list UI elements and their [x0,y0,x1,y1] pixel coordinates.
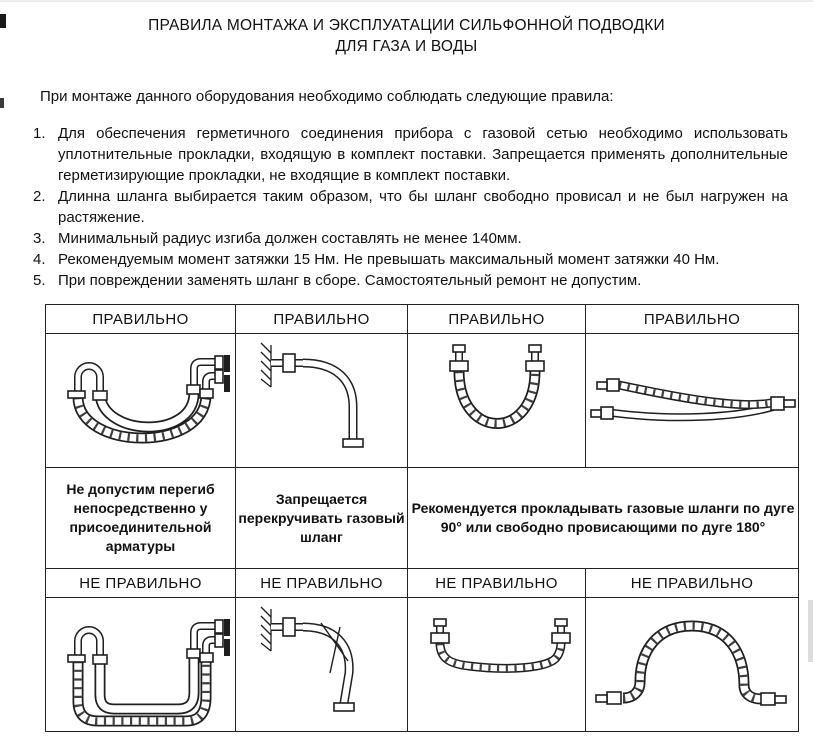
rule-number: 2. [33,188,46,205]
incorrect-header: НЕ ПРАВИЛЬНО [408,569,586,598]
scan-artifact [0,14,6,28]
hose-90-degree-bend-diagram [237,335,406,467]
rule-number: 3. [33,230,46,247]
incorrect-diagrams-row [46,598,799,732]
rule-text: Длинна шланга выбирается таким образом, что бы шланг свободно провисал и не был нагружен на растяжение. [58,188,788,226]
page-title [8,15,805,57]
hose-stretched-taut-diagram [409,599,584,731]
hose-arched-up-diagram [587,599,797,731]
rule-text: Рекомендуемым момент затяжки 15 Нм. Не превышать максимальный момент затяжки 40 Нм. [58,251,720,268]
note-twist: Запрещается перекручивать газовый шланг [236,468,408,569]
rule-item-1 [33,123,788,186]
correct-header: ПРАВИЛЬНО [408,305,586,334]
correct-header: ПРАВИЛЬНО [46,305,236,334]
rule-number: 5. [33,272,46,289]
rule-text: Минимальный радиус изгиба должен составлять не менее 140мм. [58,230,522,247]
scan-artifact [0,98,4,108]
rules-list [33,123,788,291]
hose-twisted-diagram [237,599,406,731]
rule-item-2 [33,186,788,228]
scan-artifact [808,600,813,662]
rule-item-4 [33,249,788,270]
installation-examples-table [45,304,799,732]
hose-kinked-pair-diagram [48,599,234,731]
note-arc: Рекомендуется прокладывать газовые шланги по дуге 90° или свободно провисающими по дуге 180° [408,468,799,569]
rule-item-3 [33,228,788,249]
rule-text: При повреждении заменять шланг в сборе. Самостоятельный ремонт не допустим. [58,272,642,289]
correct-header: ПРАВИЛЬНО [236,305,408,334]
rule-number: 4. [33,251,46,268]
correct-diagrams-row [46,334,799,468]
title-line-1: ПРАВИЛА МОНТАЖА И ЭКСПЛУАТАЦИИ СИЛЬФОННОЙ ПОДВОДКИ [148,17,665,34]
incorrect-header: НЕ ПРАВИЛЬНО [236,569,408,598]
incorrect-header-row [46,569,799,598]
hose-180-degree-loop-diagram [409,335,584,467]
intro-text: При монтаже данного оборудования необходимо соблюдать следующие правила: [40,88,614,105]
incorrect-header: НЕ ПРАВИЛЬНО [586,569,799,598]
rule-number: 1. [33,125,46,142]
correct-header: ПРАВИЛЬНО [586,305,799,334]
notes-row [46,468,799,569]
hose-free-slack-diagram [587,335,797,467]
incorrect-header: НЕ ПРАВИЛЬНО [46,569,236,598]
title-line-2: ДЛЯ ГАЗА И ВОДЫ [335,38,478,55]
hose-sagging-pair-diagram [48,335,234,467]
rule-item-5 [33,270,788,291]
correct-header-row [46,305,799,334]
rule-text: Для обеспечения герметичного соединения прибора с газовой сетью необходимо использовать уплотнительные прокладки, входящую в комплект поставки. Запрещается применять дополнительные герметизирующие прокладки, не входящие в комплект поставки. [58,125,788,184]
note-kink: Не допустим перегиб непосредственно у присоединительной арматуры [46,468,236,569]
